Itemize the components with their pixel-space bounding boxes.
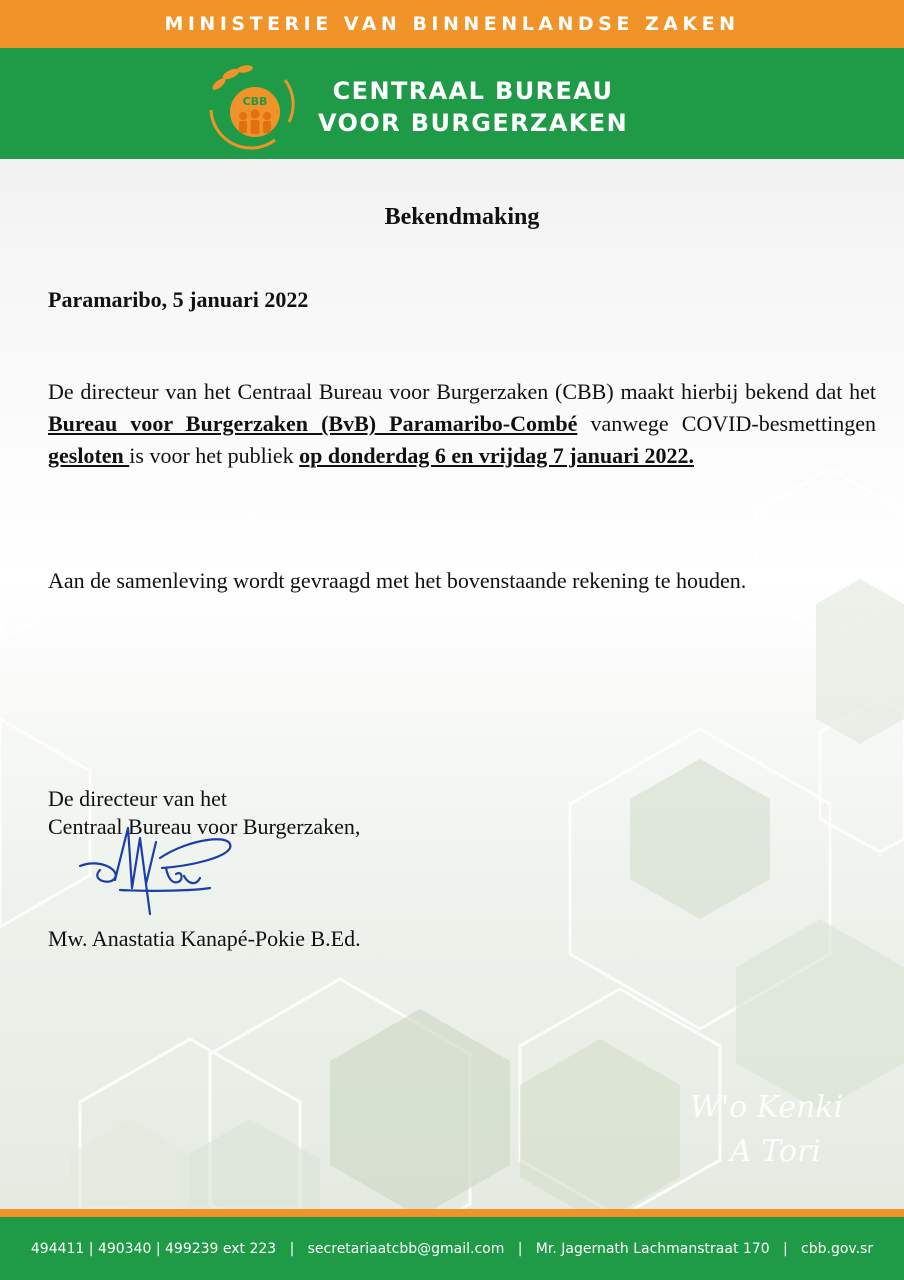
org-name-line2: VOOR BURGERZAKEN (318, 109, 629, 137)
footer-bar (0, 1217, 904, 1280)
closing-line-2: Centraal Bureau voor Burgerzaken, (48, 814, 361, 839)
handwritten-signature (70, 818, 250, 918)
slogan (690, 1086, 880, 1174)
hexagon-background (0, 159, 904, 1209)
signer-name: Mw. Anastatia Kanapé-Pokie B.Ed. (48, 926, 361, 951)
page-title: Bekendmaking (384, 204, 540, 230)
cbb-logo (205, 60, 295, 150)
ministry-banner (0, 0, 904, 48)
closure-dates: op donderdag 6 en vrijdag 7 januari 2022. (299, 443, 694, 468)
logo-text: CBB (242, 95, 268, 108)
announcement-paragraph (48, 376, 876, 472)
closing-line-1: De directeur van het (48, 786, 227, 811)
slogan-line-1: W'o Kenki (690, 1090, 844, 1125)
para-text-3: is voor het publiek (129, 443, 300, 468)
footer-stripe (0, 1209, 904, 1217)
ministry-name: MINISTERIE VAN BINNENLANDSE ZAKEN (164, 13, 740, 35)
office-name: Bureau voor Burgerzaken (BvB) Paramaribo-Combé (48, 411, 578, 436)
org-name (318, 75, 628, 139)
request-paragraph: Aan de samenleving wordt gevraagd met het bovenstaande rekening te houden. (48, 568, 747, 593)
para-text-2: vanwege COVID-besmettingen (577, 411, 876, 436)
closed-word: gesloten (48, 443, 130, 468)
org-header (0, 48, 904, 159)
place-date: Paramaribo, 5 januari 2022 (48, 287, 309, 312)
para-text-1: De directeur van het Centraal Bureau voor Burgerzaken (CBB) maakt hierbij bekend dat het (48, 379, 876, 404)
footer-contact: 494411 | 490340 | 499239 ext 223 | secretariaatcbb@gmail.com | Mr. Jagernath Lachmanstraat 170 | cbb.gov.sr (30, 1240, 874, 1257)
slogan-line-2: A Tori (730, 1134, 821, 1169)
org-name-line1: CENTRAAL BUREAU (332, 77, 614, 105)
